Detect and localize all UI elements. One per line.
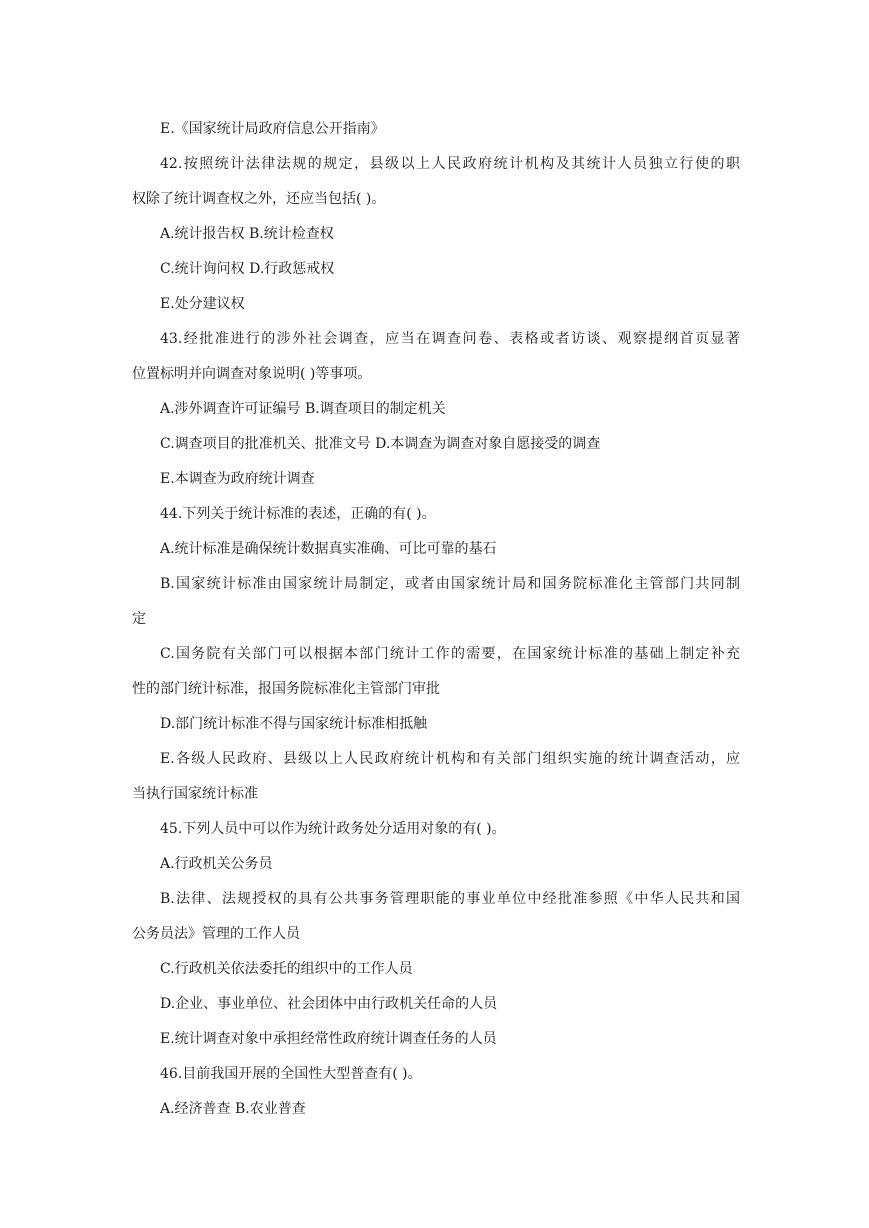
question-42-option-e: E.处分建议权 <box>160 296 245 312</box>
question-44-option-e-line-1: E.各级人民政府、县级以上人民政府统计机构和有关部门组织实施的统计调查活动，应 <box>160 751 740 767</box>
question-44-option-b-line-2: 定 <box>132 611 146 627</box>
question-43-line-2: 位置标明并向调查对象说明( )等事项。 <box>132 366 372 382</box>
question-45-option-b-line-2: 公务员法》管理的工作人员 <box>132 926 300 942</box>
question-42-line-1: 42.按照统计法律法规的规定，县级以上人民政府统计机构及其统计人员独立行使的职 <box>160 156 740 172</box>
question-45-option-e: E.统计调查对象中承担经常性政府统计调查任务的人员 <box>160 1031 497 1047</box>
question-43-options-cd: C.调查项目的批准机关、批准文号 D.本调查为调查对象自愿接受的调查 <box>160 436 601 452</box>
question-44: 44.下列关于统计标准的表述，正确的有( )。 <box>160 506 436 522</box>
question-42-options-ab: A.统计报告权 B.统计检查权 <box>160 226 334 242</box>
question-45: 45.下列人员中可以作为统计政务处分适用对象的有( )。 <box>160 821 506 837</box>
question-45-option-b-line-1: B.法律、法规授权的具有公共事务管理职能的事业单位中经批准参照《中华人民共和国 <box>160 891 740 907</box>
question-43-options-ab: A.涉外调查许可证编号 B.调查项目的制定机关 <box>160 401 446 417</box>
question-44-option-a: A.统计标准是确保统计数据真实准确、可比可靠的基石 <box>160 541 497 557</box>
question-44-option-c-line-1: C.国务院有关部门可以根据本部门统计工作的需要，在国家统计标准的基础上制定补充 <box>160 646 740 662</box>
question-42-line-2: 权除了统计调查权之外，还应当包括( )。 <box>132 191 386 207</box>
question-43-option-e: E.本调查为政府统计调查 <box>160 471 315 487</box>
question-44-option-d: D.部门统计标准不得与国家统计标准相抵触 <box>160 716 428 732</box>
question-44-option-c-line-2: 性的部门统计标准，报国务院标准化主管部门审批 <box>132 681 440 697</box>
question-46-options-ab: A.经济普查 B.农业普查 <box>160 1101 306 1117</box>
option-42e-prev: E.《国家统计局政府信息公开指南》 <box>160 121 385 137</box>
question-42-options-cd: C.统计询问权 D.行政惩戒权 <box>160 261 335 277</box>
document-body <box>132 115 740 1130</box>
question-44-option-b-line-1: B.国家统计标准由国家统计局制定，或者由国家统计局和国务院标准化主管部门共同制 <box>160 576 740 592</box>
question-43-line-1: 43.经批准进行的涉外社会调查，应当在调查问卷、表格或者访谈、观察提纲首页显著 <box>160 331 740 347</box>
question-45-option-d: D.企业、事业单位、社会团体中由行政机关任命的人员 <box>160 996 498 1012</box>
question-44-option-e-line-2: 当执行国家统计标准 <box>132 786 258 802</box>
question-45-option-a: A.行政机关公务员 <box>160 856 273 872</box>
question-46: 46.目前我国开展的全国性大型普查有( )。 <box>160 1066 422 1082</box>
question-45-option-c: C.行政机关依法委托的组织中的工作人员 <box>160 961 413 977</box>
